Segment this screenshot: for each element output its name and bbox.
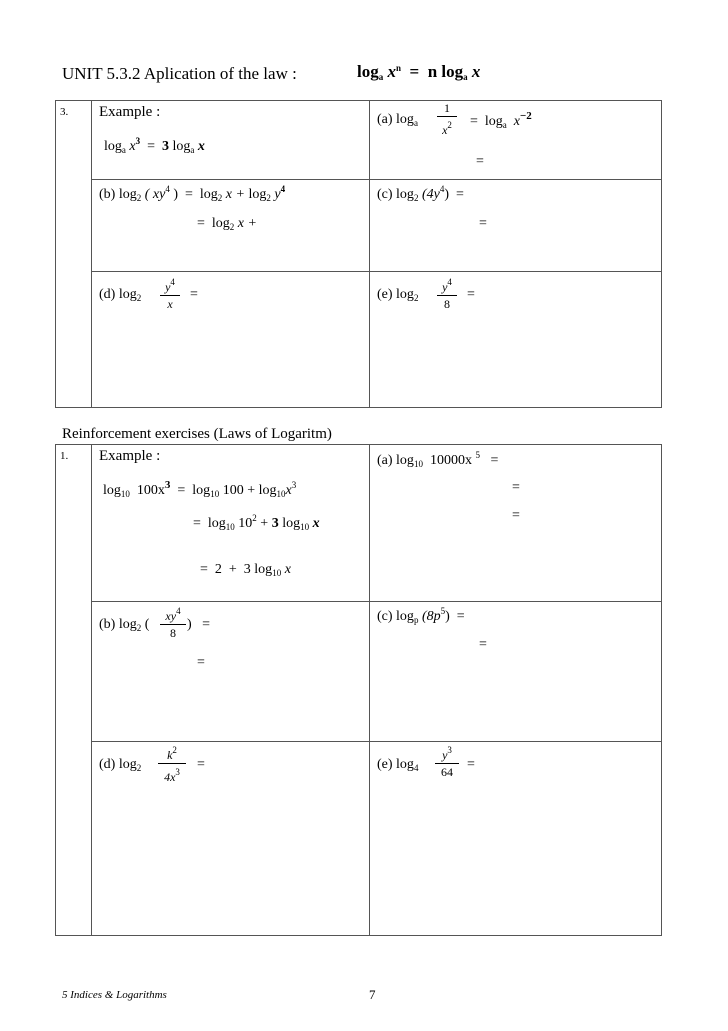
table1-row-divider-1 (91, 179, 662, 180)
label-text: (e) log (377, 287, 414, 302)
table1-col-divider-2 (369, 100, 370, 408)
term: x + (237, 216, 257, 231)
equals: = (193, 516, 201, 531)
table2-row-divider-2 (91, 741, 662, 742)
label-text: (b) log (99, 187, 137, 202)
log-base: 2 (266, 193, 271, 203)
denominator: x (167, 297, 173, 311)
label-text: (a) log (377, 112, 414, 127)
t1-d-fraction (160, 276, 180, 311)
label-text: (b) log (99, 617, 137, 632)
t1-d-label (99, 287, 141, 303)
t1-c-line1 (377, 184, 464, 203)
fraction-bar (435, 763, 459, 764)
exponent: 4 (280, 184, 286, 194)
var-y: y (274, 187, 281, 202)
law-equals: = (409, 62, 420, 81)
t1-c-equals-2: = (479, 216, 487, 231)
fraction-bar (437, 116, 457, 117)
t2-example-line1 (103, 479, 296, 499)
log-base: p (413, 615, 419, 625)
law-log: log (357, 62, 379, 81)
log-text: log (258, 483, 277, 498)
coefficient: 3 (162, 139, 170, 154)
equals: = (184, 187, 193, 202)
fraction-bar (160, 624, 186, 625)
numerator: y (442, 280, 448, 294)
t2-d-label (99, 757, 141, 773)
var-x: x (284, 562, 291, 577)
law-rhs-x: x (471, 62, 481, 81)
equals: = (470, 114, 478, 129)
exponent: 3 (135, 136, 141, 146)
log-base: 10 (120, 489, 130, 499)
log-text: log (172, 139, 191, 154)
log-text: log (192, 483, 211, 498)
numerator: k (167, 748, 173, 762)
fraction-bar (158, 763, 186, 764)
table1-row-divider-2 (91, 271, 662, 272)
log-base: 2 (413, 293, 419, 303)
footer-page-number: 7 (369, 987, 376, 1002)
t1-d-equals: = (190, 287, 198, 302)
t1-a-fraction (437, 102, 457, 137)
numerator: y (165, 280, 171, 294)
table1-row-number: 3. (60, 106, 69, 118)
paren: ) (444, 187, 449, 202)
log-text: log (103, 483, 121, 498)
exponent: 4 (176, 606, 181, 616)
t1-b-line2 (197, 216, 257, 232)
equals: = (456, 187, 464, 202)
footer-chapter: 5 Indices & Logarithms (62, 989, 167, 1001)
paren: ) (173, 187, 178, 202)
label-text: (d) log (99, 287, 137, 302)
table2-row-divider-1 (91, 601, 662, 602)
argument: 100x (136, 483, 165, 498)
t1-a-label (377, 112, 418, 128)
t2-example-line2 (193, 513, 320, 532)
argument: (8p (421, 609, 441, 624)
log-base: a (190, 145, 195, 155)
log-base: 2 (136, 763, 142, 773)
paren: ) (445, 609, 450, 624)
denominator: 8 (444, 297, 450, 311)
exponent: 4 (447, 277, 452, 287)
log-base: a (413, 118, 418, 128)
term: = 2 + 3 log (200, 562, 273, 577)
denominator: 8 (170, 626, 176, 640)
t2-c-equals-2: = (479, 637, 487, 652)
log-text: log (207, 516, 226, 531)
t2-a-equals-3: = (512, 508, 520, 523)
table1-example-label: Example : (99, 104, 161, 120)
table2-example-label: Example : (99, 448, 161, 464)
t2-example-line3 (193, 546, 291, 578)
fraction-bar (160, 295, 180, 296)
exponent: 3 (447, 745, 452, 755)
var-x: x (312, 516, 320, 531)
var-x: x (129, 139, 136, 154)
term: 100 + (222, 483, 256, 498)
t2-d-equals: = (197, 757, 205, 772)
t1-e-fraction (437, 276, 457, 311)
exponent: 5 (475, 450, 480, 460)
numerator: 1 (444, 101, 450, 115)
exponent: 2 (447, 120, 452, 130)
table-reinforcement (55, 444, 662, 936)
exponent: 4 (165, 184, 170, 194)
table2-row-number: 1. (60, 450, 69, 462)
exponent: 3 (291, 480, 297, 490)
log-text: log (211, 216, 230, 231)
log-base: a (502, 120, 507, 130)
law-statement (357, 62, 480, 82)
denominator: x (442, 123, 448, 137)
log-base: 4 (413, 763, 419, 773)
log-base: 2 (229, 222, 235, 232)
equals: = (202, 617, 211, 632)
table2-col-divider-1 (91, 444, 92, 936)
exponent: 3 (164, 479, 171, 491)
law-rhs: n log (427, 62, 464, 81)
argument: 10000x (429, 453, 472, 468)
t1-e-label (377, 287, 418, 303)
log-base: 2 (413, 193, 419, 203)
log-base: 10 (276, 489, 286, 499)
argument: (4y (421, 187, 440, 202)
paren: ) (187, 617, 192, 632)
var-x: x (513, 114, 521, 129)
t2-b-label (99, 617, 149, 633)
log-base: 2 (136, 293, 142, 303)
log-text: log (484, 114, 503, 129)
log-text: log (248, 187, 267, 202)
argument: 10 (238, 516, 253, 531)
t1-a-equals-2: = (476, 154, 484, 169)
log-base: 2 (217, 193, 223, 203)
t2-a-line1 (377, 450, 498, 469)
t1-e-equals: = (467, 287, 475, 302)
denominator: 4x (164, 770, 176, 784)
log-text: log (104, 139, 122, 154)
equals: = (177, 483, 186, 498)
term: x + (225, 187, 245, 202)
denominator: 64 (441, 765, 453, 779)
coefficient: 3 (271, 516, 279, 531)
var-x: x (285, 483, 292, 498)
t2-d-fraction (158, 744, 186, 784)
equals: = (490, 453, 499, 468)
t1-a-rhs (470, 110, 532, 130)
t2-e-label (377, 757, 418, 773)
numerator: y (442, 748, 448, 762)
t2-e-fraction (435, 744, 459, 779)
equals: = (456, 609, 465, 624)
label-text: (a) log (377, 453, 414, 468)
log-base: 10 (272, 568, 282, 578)
log-base: 2 (136, 623, 142, 633)
label-text: (c) log (377, 609, 414, 624)
log-base: 2 (136, 193, 142, 203)
log-text: log (199, 187, 218, 202)
log-text: log (282, 516, 301, 531)
law-exp: n (395, 63, 401, 73)
t2-b-close (187, 617, 210, 633)
label-text: (e) log (377, 757, 414, 772)
reinforcement-title: Reinforcement exercises (Laws of Logaritm) (62, 426, 332, 442)
t1-b-line1 (99, 184, 285, 203)
t2-c-line1 (377, 606, 465, 625)
exponent: 3 (175, 767, 180, 777)
equals: = (197, 216, 205, 231)
law-rhs-base: a (463, 72, 468, 82)
exponent: 2 (252, 513, 257, 523)
unit-title: UNIT 5.3.2 Aplication of the law : (62, 64, 297, 83)
t2-e-equals: = (467, 757, 475, 772)
paren: ( (144, 617, 150, 632)
label-text: (c) log (377, 187, 414, 202)
t2-a-equals-2: = (512, 480, 520, 495)
table2-col-divider-2 (369, 444, 370, 936)
log-base: 10 (210, 489, 220, 499)
log-base: 10 (225, 522, 235, 532)
log-base: 10 (413, 459, 423, 469)
var-x: x (197, 139, 205, 154)
log-base: 10 (300, 522, 310, 532)
exponent: −2 (520, 110, 532, 122)
exponent: 5 (440, 606, 446, 616)
law-x: x (387, 62, 396, 81)
table1-col-divider-1 (91, 100, 92, 408)
label-text: (d) log (99, 757, 137, 772)
t2-b-fraction (160, 605, 186, 640)
t2-b-equals-2: = (197, 655, 205, 670)
log-base: a (121, 145, 126, 155)
argument: ( xy (144, 187, 166, 202)
exponent: 2 (172, 745, 177, 755)
table1-example-expr: $\log_a x^3 = 3$ $\log_a x$ (104, 136, 205, 155)
exponent: 4 (170, 277, 175, 287)
numerator: xy (165, 609, 177, 623)
exponent: 4 (439, 184, 445, 194)
law-base: a (378, 72, 384, 82)
plus: + (260, 516, 269, 531)
fraction-bar (437, 295, 457, 296)
